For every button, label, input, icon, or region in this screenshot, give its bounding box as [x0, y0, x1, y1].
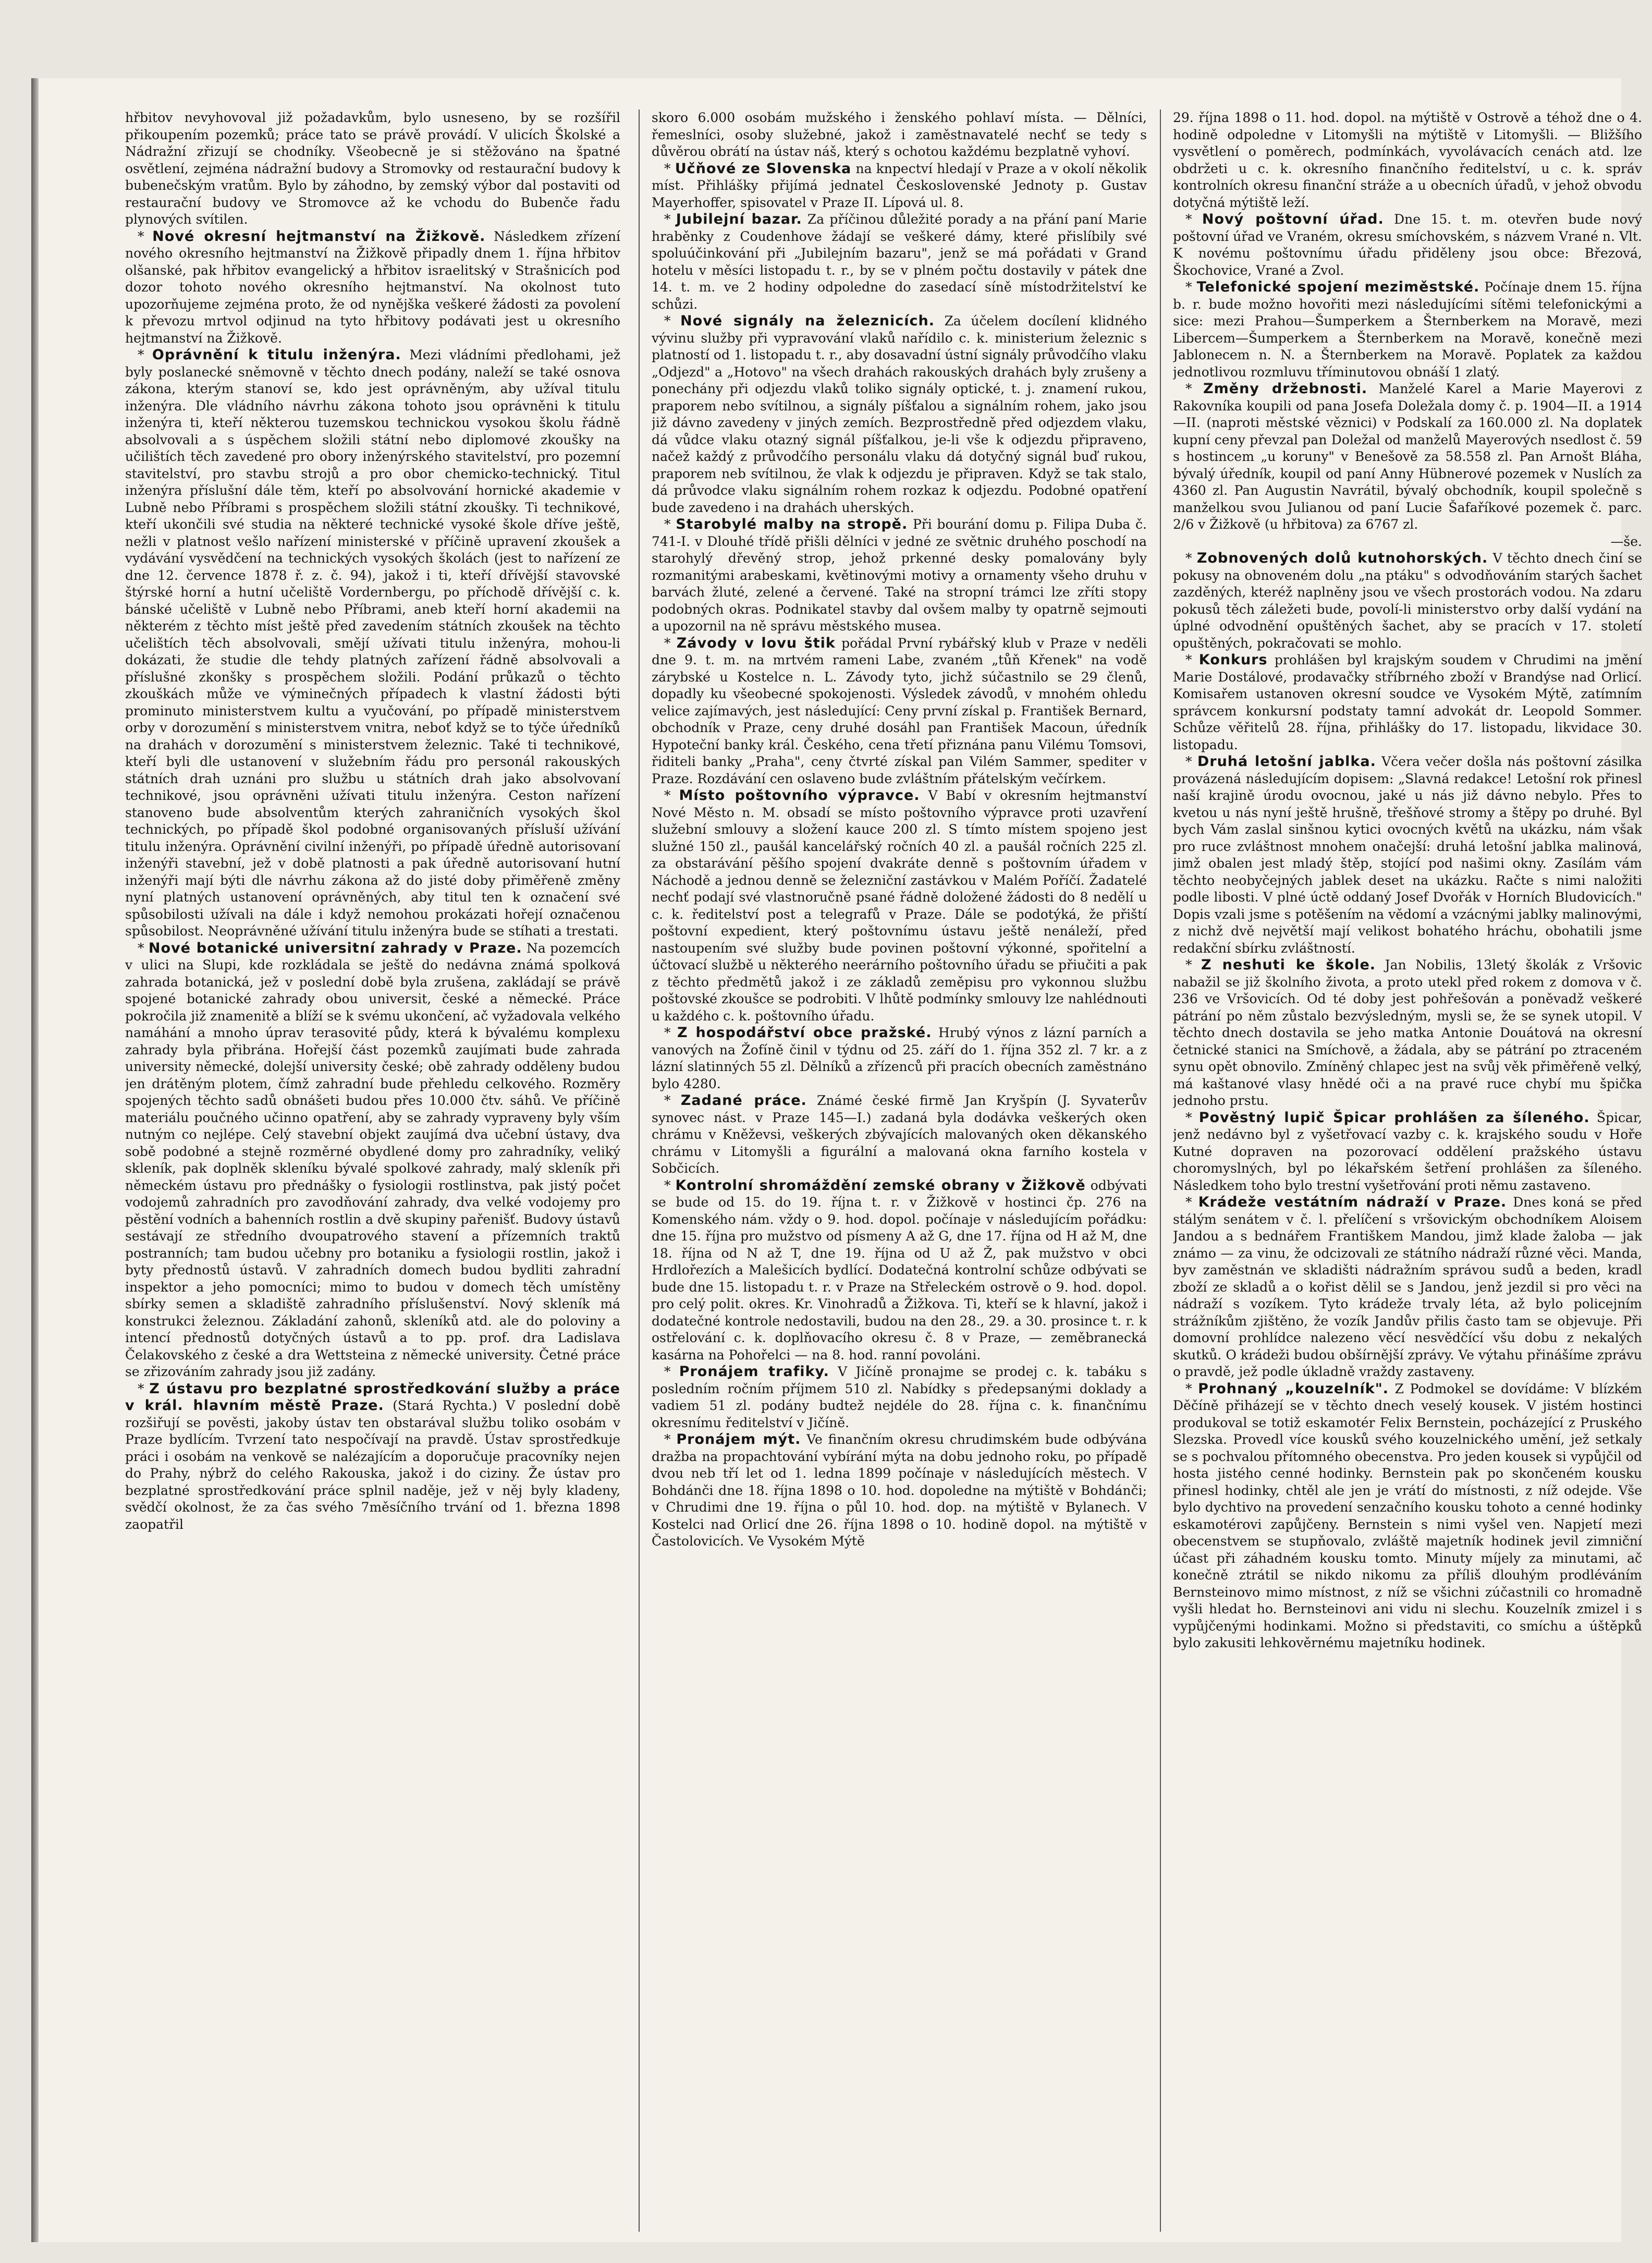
article-text: Manželé Karel a Marie Mayerovi z Rakovníka koupili od pana Josefa Doležala domy č. p. 1904—II. a 1914—II. (naproti městské věznici) v Podskalí za 160.000 zl. Na doplatek kupní ceny převzal pan Doležal od manželů Mayerových nsedlost č. 59 s hostincem „u koruny" v Benešově za 58.558 zl. Pan Arnošt Bláha, bývalý úředník, koupil od paní Anny Hübnerové pozemek v Nuslích za 4360 zl. Pan Augustin Navrátil, bývalý obchodník, koupil společně s manželkou svou Julianou od paní Lucie Šafaříkové pozemek č. parc. 2/6 v Žižkově (u hřbitova) za 6767 zl. — [1173, 381, 1642, 532]
article: * Krádeže vestátním nádraží v Praze. Dnes koná se před stálým senátem v č. l. přelíčení s vršovickým obchodníkem Aloisem Jandou a s bednářem Františkem Mandou, jimž klade žaloba — jak známo — za vinu, že odcizovali ze státního nádraží různé věci. Manda, byv zaměstnán ve skladišti nádražním správou sudů a beden, kradl zboží ze skladů a o kořist dělil se s Jandou, jenž jezdil si pro věci na nádraží s vozíkem. Tyto krádeže trvaly léta, až bylo policejním strážníkům zjištěno, že vozík Jandův přilis často tam se objevuje. Při domovní prohlídce nalezeno věcí nesvědčící všu dobu z nekalých skutků. O krádeži budou obšírnější zprávy. Ve výtahu přinášíme zprávu o pravdě, jež podle úkladně vraždy zastaveny. — [1173, 1194, 1642, 1379]
article-heading: Pověstný lupič Špicar prohlášen za šíleného. — [1198, 1109, 1590, 1126]
article-continuation — [1173, 110, 1642, 211]
article: * Nové signály na železnicích. Za účelem docílení klidného vývinu služby při vypravování vlaků nařídilo c. k. ministerium železnic s platností od 1. listopadu t. r., aby dosavadní ústní signály průvodčího vlaku „Odjezd" a „Hotovo" na všech drahách rakouských drahách byly zrušeny a ponechány při odjezdu vlaků toliko signály optické, t. j. znamení rukou, praporem nebo svítilnou, a signály píšťalou a signálním rohem, jako jsou již dávno zavedeny v jiných zemích. Bezprostředně před odjezdem vlaku, dá vůdce vlaku otazný signál píšťalkou, je-li vše k odjezdu připraveno, načež každý z průvodčího personálu vlaku dá dotyčný signál buď rukou, praporem neb svítilnou, že vlak k odjezdu je připraven. Když se tak stalo, dá průvodce vlaku signálním rohem rozkaz k odjezdu. Podobné opatření bude zavedeno i na drahách uherských. — [652, 313, 1147, 515]
article-text: Na pozemcích v ulici na Slupi, kde rozkládala se ještě do nedávna známá spolková zahrada botanická, jež v poslední době byla zrušena, zakládají se právě spojené botanické zahrady obou universit, české a německé. Práce pokročila již znamenitě a blíží se k svému ukončení, ač vyžadovala velkého namáhání a mnoho úprav terasovité půdy, která k bývalému komplexu zahrady byla přibrána. Hořejší část pozemků zaujímati bude zahrada university německé, dolejší university české; obě zahrady odděleny budou jen drátěným plotem, čímž zahradní bude přehledu celkového. Rozměry spojených těchto sadů obnášeti budou přes 10.000 čtv. sáhů. Ve příčině materiálu poučného učinno opatření, aby se zahrady vypraveny byly vším nutným co nejlépe. Celý stavební objekt zaujímá dva učební ústavy, dva sobě podobné a stejně rozměrné obydlené domy pro zahradníky, veliký skleník, pak doplněk skleníku bývalé spolkové zahrady, malý skleník při německém ústavu pro přednášky o fysiologii rostlinstva, pak jistý počet vodojemů zahradních pro zavodňování zahrady, dva velké vodojemy pro pěstění vodních a bahenních rostlin a dvě skupiny pařenišť. Budovy ústavů sestávají ze středního dvoupatrového stavení a přízemních traktů postranních; tam budou učebny pro botaniku a fysiologii rostlin, jakož i byty přednostů ústavů. V zahradních domech budou bydliti zahradní inspektor a jeho pomocníci; mimo to budou v domech těch umístěny sbírky semen a skladiště zahradního příslušenství. Nový skleník má konstrukci železnou. Základání zahonů, skleníků atd. ale do poloviny a intencí přednostů dotyčných ústavů a to pp. prof. dra Ladislava Čelakovského z české a dra Wettsteina z německé university. Četné práce se zřizováním zahrady jsou již zadány. — [125, 940, 620, 1379]
article-text: Dnes koná se před stálým senátem v č. l. přelíčení s vršovickým obchodníkem Aloisem Jandou a s bednářem Františkem Mandou, jimž klade žaloba — jak známo — za vinu, že odcizovali ze státního nádraží různé věci. Manda, byv zaměstnán ve skladišti nádražním správou sudů a beden, kradl zboží ze skladů a o kořist dělil se s Jandou, jenž jezdil si pro věci na nádraží s vozíkem. Tyto krádeže trvaly léta, až bylo policejním strážníkům zjištěno, že vozík Jandův přilis často tam se objevuje. Při domovní prohlídce nalezeno věcí nesvědčící všu dobu z nekalých skutků. O krádeži budou obšírnější zprávy. Ve výtahu přinášíme zprávu o pravdě, jež podle úkladně vraždy zastaveny. — [1173, 1195, 1642, 1379]
article: * Konkurs prohlášen byl krajským soudem v Chrudimi na jmění Marie Dostálové, prodavačky stříbrného zboží v Brandýse nad Orlicí. Komisařem ustanoven okresní soudce ve Vysokém Mýtě, zatímním správcem konkursní podstaty tamní advokát dr. Leopold Sommer. Schůze věřitelů 28. října, přihlášky do 17. listopadu, likvidace 30. listopadu. — [1173, 652, 1642, 752]
article-heading: Kontrolní shromáždění zemské obrany v Žižkově — [675, 1177, 1086, 1194]
article-heading: Nový poštovní úřad. — [1202, 211, 1384, 227]
article-text: Počínaje dnem 15. října b. r. bude možno hovořiti mezi následujícími sítěmi telefonickými a sice: mezi Prahou—Šumperkem a Šternberkem na Moravě, mezi Libercem—Šumperkem a Šternberkem na Moravě, konečně mezi Jablonecem n. N. a Šternberkem na Moravě. Poplatek za každou jednotlivou rozmluvu tříminutovou obnáší 1 zlatý. — [1173, 279, 1642, 380]
article: * Z neshuti ke škole. Jan Nobilis, 13letý školák z Vršovic nabažil se již školního života, a proto utekl před rokem z domova v č. 236 ve Vršovicích. Od té doby jest pohřešován a poněvadž veškeré pátrání po něm zůstalo bezvýsledným, mysli se, že se synek utopil. V těchto dnech dostavila se jeho matka Antonie Douátová na okresní četnické stanici na Smíchově, a žádala, aby se pátrání po ztraceném synu opět obnovilo. Zmíněný chlapec jest na svůj věk přiměřeně velký, má kaštanové vlasy hnědé oči a na pravé ruce chybí mu špička jednoho prstu. — [1173, 957, 1642, 1108]
article-text: Jan Nobilis, 13letý školák z Vršovic nabažil se již školního života, a proto utekl před rokem z domova v č. 236 ve Vršovicích. Od té doby jest pohřešován a poněvadž veškeré pátrání po něm zůstalo bezvýsledným, mysli se, že se synek utopil. V těchto dnech dostavila se jeho matka Antonie Douátová na okresní četnické stanici na Smíchově, a žádala, aby se pátrání po ztraceném synu opět obnovilo. Zmíněný chlapec jest na svůj věk přiměřeně velký, má kaštanové vlasy hnědé oči a na pravé ruce chybí mu špička jednoho prstu. — [1173, 957, 1642, 1108]
article-text: V těchto dnech činí se pokusy na obnoveném dolu „na ptáku" s odvodňováním starých šachet zazděných, kteréž naplněny jsou ve všech prostorách vodou. Na zdaru pokusů těch záležeti bude, povolí-li ministerstvo orby další vydání na úplné odvodnění opuštěných šachet, aby se pracích v 17. století opuštěných, pokračovati se mohlo. — [1173, 551, 1642, 651]
article: * Nové okresní hejtmanství na Žižkově. Následkem zřízení nového okresního hejtmanství na Žižkově připadly dnem 1. října hřbitov olšanské, pak hřbitov evangelický a hřbitov israelitský v Strašnicích pod dozor tohoto nového okresního hejtmanství. Na okolnost tuto upozorňujeme zejména proto, že od nynějška veškeré žádosti za povolení k převozu mrtvol odjinud na tyto hřbitovy podávati jest u okresního hejtmanství na Žižkově. — [125, 228, 620, 346]
article-heading: Oprávnění k titulu inženýra. — [152, 347, 401, 363]
article: * Kontrolní shromáždění zemské obrany v Žižkově odbývati se bude od 15. do 19. října t. r. v Žižkově v hostinci čp. 276 na Komenského nám. vždy o 9. hod. dopol. počínaje v následujícím pořádku: dne 15. října pro mužstvo od písmeny A až G, dne 17. října od H až M, dne 18. října od N až T, dne 19. října od U až Ž, pak mužstvo v obci Hrdlořezích a Malešicích bydlící. Dodatečná kontrolní schůze odbývati se bude dne 15. listopadu t. r. v Praze na Střeleckém ostrově o 9. hod. dopol. pro celý polit. okres. Kr. Vinohradů a Žižkova. Ti, kteří se k hlavní, jakož i dodatečné kontrole nedostavili, budou na den 28., 29. a 30. prosince t. r. k ostřelování c. k. doplňovacího okresu č. 8 v Praze, — zeměbranecká kasárna na Pohořelci — na 8. hod. ranní povoláni. — [652, 1177, 1147, 1362]
article-text: (Stará Rychta.) V poslední době rozšiřují se pověsti, jakoby ústav ten obstarával službu toliko osobám v Praze bydlícím. Tvrzení tato nespočívají na pravdě. Ústav sprostředkuje práci i osobám na venkově se nalézajícím a doporučuje pracovníky nejen do Prahy, nýbrž do celého Rakouska, jakož i do ciziny. Že ústav pro bezplatné sprostředkování práce splnil naděje, jež v něj byly kladeny, svědčí okolnost, že za čas svého 7měsíčního trvání od 1. března 1898 zaopatřil — [125, 1398, 620, 1532]
article-text: pořádal První rybářský klub v Praze v neděli dne 9. t. m. na mrtvém rameni Labe, zvaném „tůň Křenek" na vodě zárybské u Kostelce n. L. Závody tyto, jichž súčastnilo se 29 členů, dopadly ku všeobecné spokojenosti. Výsledek závodů, v mnohém ohledu velice zajímavých, jest následující: Ceny první získal p. František Bernard, obchodník v Praze, ceny druhé dosáhl pan František Macoun, úředník Hypoteční banky král. Českého, cena třetí přiznána panu Vilému Tomsovi, řiditeli banky „Praha", ceny čtvrté získal pan Vilém Sammer, spediter v Praze. Rozdávání cen oslaveno bude zvláštním přátelským večírkem. — [652, 635, 1147, 786]
article: * Změny držebnosti. Manželé Karel a Marie Mayerovi z Rakovníka koupili od pana Josefa Doležala domy č. p. 1904—II. a 1914—II. (naproti městské věznici) v Podskalí za 160.000 zl. Na doplatek kupní ceny převzal pan Doležal od manželů Mayerových nsedlost č. 59 s hostincem „u koruny" v Benešově za 58.558 zl. Pan Arnošt Bláha, bývalý úředník, koupil od paní Anny Hübnerové pozemek v Nuslích za 4360 zl. Pan Augustin Navrátil, bývalý obchodník, koupil společně s manželkou svou Julianou od paní Lucie Šafaříkové pozemek č. parc. 2/6 v Žižkově (u hřbitova) za 6767 zl. —še. — [1173, 381, 1642, 550]
article-text: hřbitov nevyhovoval již požadavkům, bylo usneseno, by se rozšířil přikoupením pozemků; práce tato se právě provádí. V ulicích Školské a Nádražní zřizují se chodníky. Všeobecně je si stěžováno na špatné osvětlení, zejména nádražní budovy a Stromovky od restaurační budovy k bubenečským vratům. Bylo by záhodno, by zemský výbor dal postaviti od restaurační budovy ve Stromovce až ke vchodu do Bubenče řadu plynových svítilen. — [125, 110, 620, 227]
article-heading: Nové botanické universitní zahrady v Praze. — [148, 940, 522, 956]
article: * Jubilejní bazar. Za příčinou důležité porady a na přání paní Marie hraběnky z Coudenhove žádají se veškeré dámy, které přislíbily své spoluúčinkování při „Jubilejním bazaru", jenž se má pořádati v Grand hotelu v měsíci listopadu t. r., by se v plném počtu dostavily v pátek dne 14. t. m. ve 2 hodiny odpoledne do zasedací síně místodržitelství ke schůzi. — [652, 211, 1147, 312]
article-heading: Nové okresní hejtmanství na Žižkově. — [152, 228, 486, 245]
page-edge-shadow — [31, 78, 39, 2242]
article-heading: Telefonické spojení meziměstské. — [1196, 279, 1480, 295]
article-text: Následkem zřízení nového okresního hejtmanství na Žižkově připadly dnem 1. října hřbitov olšanské, pak hřbitov evangelický a hřbitov israelitský v Strašnicích pod dozor tohoto nového okresního hejtmanství. Na okolnost tuto upozorňujeme zejména proto, že od nynějška veškeré žádosti za povolení k převozu mrtvol odjinud na tyto hřbitovy podávati jest u okresního hejtmanství na Žižkově. — [125, 228, 620, 346]
article-heading: Konkurs — [1198, 652, 1268, 668]
article-heading: Z neshuti ke škole. — [1201, 957, 1376, 973]
article-heading: Pronájem trafiky. — [679, 1364, 829, 1380]
article-text: odbývati se bude od 15. do 19. října t. r. v Žižkově v hostinci čp. 276 na Komenského nám. vždy o 9. hod. dopol. počínaje v následujícím pořádku: dne 15. října pro mužstvo od písmeny A až G, dne 17. října od H až M, dne 18. října od N až T, dne 19. října od U až Ž, pak mužstvo v obci Hrdlořezích a Malešicích bydlící. Dodatečná kontrolní schůze odbývati se bude dne 15. listopadu t. r. v Praze na Střeleckém ostrově o 9. hod. dopol. pro celý polit. okres. Kr. Vinohradů a Žižkova. Ti, kteří se k hlavní, jakož i dodatečné kontrole nedostavili, budou na den 28., 29. a 30. prosince t. r. k ostřelování c. k. doplňovacího okresu č. 8 v Praze, — zeměbranecká kasárna na Pohořelci — na 8. hod. ranní povoláni. — [652, 1177, 1147, 1362]
newspaper-page — [31, 78, 1642, 2242]
article-text: Mezi vládními předlohami, jež byly poslanecké sněmovně v těchto dnech podány, naleží se také osnova zákona, kterým stanoví se, kdo jest oprávněným, aby užíval titulu inženýra. Dle vládního návrhu zákona tohoto jsou oprávněni k titulu inženýra ti, kteří některou tuzemskou technickou vysokou školu řádně absolvovali a s úspěchem složili státní nebo diplomové zkoušky na učilištích těch zavedené pro obory inženýrského stavitelství, pro pozemní stavitelství, pro stavbu strojů a pro obor chemicko-technický. Titul inženýra příslušní dále těm, kteří po absolvování hornické akademie v Lubně nebo Příbrami s prospěchem složili státní zkoušky. Ti technikové, kteří ukončili své studia na některé technické vysoké škole dříve ještě, nežli v platnost vešlo nařízení ministerské v příčině upravení zkoušek a vydávání vysvědčení na technických vysokých školách (jest to nařízení ze dne 12. července 1878 ř. z. č. 94), jakož i ti, kteří dřívější stavovské štýrské horní a hutní učeliště Vordernbergu, po příchodě dřívější c. k. bánské učeliště v Lubně nebo Příbrami, aneb kteří horní akademii na některém z těchto míst ještě před zavedením státních zkoušek na těchto učelištích těch absolvovali, smějí užívati titulu inženýra, mohou-li dokázati, že studie dle tehdy platných zařízení řádně absolvovali a příslušné zkonšky s prospěchem složili. Podání průkazů o těchto zkouškách může ve výminečných případech k vlastní žádosti býti prominuto ministerstvem kultu a vyučování, po případě ministerstvem orby v dorozumění s ministerstvem vnitra, neboť když se to týče úředníků na drahách v dorozumění s ministerstvem železnic. Také ti technikové, kteří byli dle ustanovení v služebním řádu pro personál rakouských státních drah uznáni pro službu u státních drah jako absolvovaní technikové, jsou oprávněni užívati titulu inženýra. Ceston nařízení stanoveno bude absolventům kterých zahraničních vysokých škol technických, po případě škol podobné organisovaných přísluší užívání titulu inženýra. Oprávnění civilní inženýři, po případě úředně autorisovaní inženýři stavební, jež v době platnosti a pak úředně autorisovaní hutní inženýři mají býti dle návrhu zákona až do jisté doby přiměřeně změny nyní platných ustanovení oprávněných, aby titul ten k označení své spůsobilosti užívali na dále i když nemohou prokázati hořejí označenou spůsobilost. Neoprávněné užívání titulu inženýra bude se stíhati a trestati. — [125, 347, 620, 939]
article-signature: —še. — [1610, 533, 1642, 549]
article-continuation — [652, 110, 1147, 161]
article-text: Hrubý výnos z lázní parních a vanových na Žofíně činil v týdnu od 25. září do 1. října 352 zl. 7 kr. a z lázní slatinných 55 zl. Dělníků a zřízenců při pracích obecních zaměstnáno bylo 4280. — [652, 1025, 1147, 1091]
article: * Druhá letošní jablka. Včera večer došla nás poštovní zásilka provázená následujícím dopisem: „Slavná redakce! Letošní rok přinesl naší krajině úrodu ovocnou, jaké u nás již dávno nebylo. Přes to kvetou u nás nyní ještě hrušně, třešňové stromy a štěpy po druhé. Byl bych Vám zaslal sinšnou kytici ovocných květů na ukázku, nám však pro ruce zvláštnost mnohem onačejší: druhá letošní jablka malinová, jimž obalen jest mladý štěp, stojící pod našimi okny. Zasílám vám těchto neobyčejných jablek deset na ukázku. Račte s nimi naložiti podle libosti. V plné úctě oddaný Josef Dvořák v Horních Bludovicích." Dopis vzali jsme s potěšením na vědomí a vzácnými jablky malinovými, z nichž dvě největší mají velikost bohatého hráchu, obohatili jsme redakční sbírku zvláštností. — [1173, 753, 1642, 956]
article-heading: Místo poštovního výpravce. — [679, 787, 920, 804]
article: * Prohnaný „kouzelník". Z Podmokel se dovídáme: V blízkém Děčíně přiházejí se v těchto dnech veselý kousek. V jistém hostinci produkoval se totiž eskamotér Felix Bernstein, pocházející z Pruského Slezska. Provedl více kousků svého kouzelnického umění, jež setkaly se s pochvalou přítomného obecenstva. Pro jeden kousek si vypůjčil od hosta jistého cenné hodinky. Bernstein pak po skončeném kousku přinesl hodinky, chtěl ale jen je vrátí do místnosti, z níž odejde. Vše bylo dychtivo na provedení senzačního kousku tohoto a cenné hodinky eskamotérovi zapůjčeny. Bernstein s nimi vyšel ven. Napjetí mezi obecenstvem se stupňovalo, zvláště majetník hodinek jevil zimniční účast při záhadném kousku tomto. Minuty míjely za minutami, ač konečně ztrátil se nikdo nikomu za příliš dlouhým prodléváním Bernsteinovo mimo místnost, z níž se všichni zúčastnili co hromadně vyšli hledat ho. Bernsteinovi ani vidu ni slechu. Kouzelník zmizel i s vypůjčenými hodinkami. Možno si představiti, co smíchu a úštěpků bylo zakusiti lehkověrnému majetníku hodinek. — [1173, 1380, 1642, 1650]
article-heading: Z ústavu pro bezplatné sprostředkování služby a práce v král. hlavním městě Praze. — [125, 1380, 620, 1414]
column-divider — [639, 110, 640, 2232]
article: * Pověstný lupič Špicar prohlášen za šíleného. Špicar, jenž nedávno byl z vyšetřovací vazby c. k. krajského soudu v Hoře Kutné dopraven na pozorovací oddělení pražského ústavu choromyslných, byl po lékařském šetření prohlášen za šíleného. Následkem toho bylo trestní vyšetřování proti němu zastaveno. — [1173, 1109, 1642, 1193]
article-heading: Druhá letošní jablka. — [1197, 753, 1376, 770]
article-text: Dne 15. t. m. otevřen bude nový poštovní úřad ve Vraném, okresu smíchovském, s názvem Vrané n. Vlt. K novému poštovnímu úřadu přiděleny jsou obce: Březová, Škochovice, Vrané a Zvol. — [1173, 212, 1642, 278]
article-text: V Babí v okresním hejtmanství Nové Město n. M. obsadí se místo poštovního výpravce proti uzavření služební smlouvy a složení kauce 200 zl. S tímto místem spojeno jest služné 150 zl., paušál kancelářský ročních 40 zl. a paušál ročních 225 zl. za obstarávání pěšího spojení dvakráte denně s poštovním úřadem v Náchodě a jednou denně se železniční zastávkou v Malém Poříčí. Žadatelé nechť podají své vlastnoručně psané řádně doložené žádosti do 8 nedělí u c. k. ředitelství post a telegrafů v Praze. Dále se podotýká, že přiští poštovní expedient, který poštovnímu ústavu ještě nenáleží, před nastoupením své služby bude povinen poštovní výkonné, spořitelní a účtovací službě u některého neerárního poštovního úřadu se přiučiti a pak z těchto předmětů jakož i ze základů zeměpisu pro vykonnou službu poštovské zkoušce se podrobiti. V lhůtě podmínky smlouvy lze nahlédnouti u každého c. k. poštovního úřadu. — [652, 788, 1147, 1024]
column-divider — [1160, 110, 1161, 2232]
article-text: Ve finančním okresu chrudimském bude odbývána dražba na propachtování vybírání mýta na dobu jednoho roku, po případě dvou neb tří let od 1. ledna 1899 počínaje v následujících městech. V Bohdánči dne 18. října 1898 o 10. hod. dopoledne na mýtiště v Bohdánči; v Chrudimi dne 19. října o půl 10. hod. dop. na mýtiště v Bylanech. V Kostelci nad Orlicí dne 26. října 1898 o 10. hodině dopol. na mýtiště v Častolovicích. Ve Vysokém Mýtě — [652, 1432, 1147, 1549]
article-text: Za účelem docílení klidného vývinu služby při vypravování vlaků nařídilo c. k. ministerium železnic s platností od 1. listopadu t. r., aby dosavadní ústní signály průvodčího vlaku „Odjezd" a „Hotovo" na všech drahách rakouských drahách byly zrušeny a ponechány při odjezdu vlaků toliko signály optické, t. j. znamení rukou, praporem nebo svítilnou, a signály píšťalou a signálním rohem, jako jsou již dávno zavedeny v jiných zemích. Bezprostředně před odjezdem vlaku, dá vůdce vlaku otazný signál píšťalkou, je-li vše k odjezdu připraveno, načež každý z průvodčího personálu vlaku dá dotyčný signál buď rukou, praporem neb svítilnou, že vlak k odjezdu je připraven. Když se tak stalo, dá průvodce vlaku signálním rohem rozkaz k odjezdu. Podobné opatření bude zavedeno i na drahách uherských. — [652, 313, 1147, 515]
article: * Starobylé malby na stropě. Při bourání domu p. Filipa Duba č. 741-I. v Dlouhé třídě přišli dělníci v jedné ze světnic druhého poschodí na starohylý dřevěný strop, jehož prkenné desky pomalovány byly rozmanitými arabeskami, květinovými motivy a ornamenty všeho druhu v barvách žluté, zelené a červené. Také na stropní trámci lze zříti stopy podobných okras. Podnikatel stavby dal ovšem malby ty opatrně sejmouti a upozornil na ně správu městského musea. — [652, 516, 1147, 634]
column-3 — [1173, 110, 1642, 2232]
article-text: Z Podmokel se dovídáme: V blízkém Děčíně přiházejí se v těchto dnech veselý kousek. V jistém hostinci produkoval se totiž eskamotér Felix Bernstein, pocházející z Pruského Slezska. Provedl více kousků svého kouzelnického umění, jež setkaly se s pochvalou přítomného obecenstva. Pro jeden kousek si vypůjčil od hosta jistého cenné hodinky. Bernstein pak po skončeném kousku přinesl hodinky, chtěl ale jen je vrátí do místnosti, z níž odejde. Vše bylo dychtivo na provedení senzačního kousku tohoto a cenné hodinky eskamotérovi zapůjčeny. Bernstein s nimi vyšel ven. Napjetí mezi obecenstvem se stupňovalo, zvláště majetník hodinek jevil zimniční účast při záhadném kousku tomto. Minuty míjely za minutami, ač konečně ztrátil se nikdo nikomu za příliš dlouhým prodléváním Bernsteinovo mimo místnost, z níž se všichni zúčastnili co hromadně vyšli hledat ho. Bernsteinovi ani vidu ni slechu. Kouzelník zmizel i s vypůjčenými hodinkami. Možno si představiti, co smíchu a úštěpků bylo zakusiti lehkověrnému majetníku hodinek. — [1173, 1381, 1642, 1650]
article-text: na knpectví hledají v Praze a v okolí několik míst. Přihlášky přijímá jednatel Československé Jednoty p. Gustav Mayerhoffer, spisovatel v Praze II. Lípová ul. 8. — [652, 161, 1147, 210]
article-heading: Zadané práce. — [680, 1092, 807, 1109]
article: * Závody v lovu štik pořádal První rybářský klub v Praze v neděli dne 9. t. m. na mrtvém rameni Labe, zvaném „tůň Křenek" na vodě zárybské u Kostelce n. L. Závody tyto, jichž súčastnilo se 29 členů, dopadly ku všeobecné spokojenosti. Výsledek závodů, v mnohém ohledu velice zajímavých, jest následující: Ceny první získal p. František Bernard, obchodník v Praze, ceny druhé dosáhl pan František Macoun, úředník Hypoteční banky král. Českého, cena třetí přiznána panu Vilému Tomsovi, řiditeli banky „Praha", ceny čtvrté získal pan Vilém Sammer, spediter v Praze. Rozdávání cen oslaveno bude zvláštním přátelským večírkem. — [652, 635, 1147, 786]
column-1 — [125, 110, 620, 2232]
article: * Zadané práce. Známé české firmě Jan Kryšpín (J. Syvaterův synovec nást. v Praze 145—I.) zadaná byla dodávka veškerých oken chrámu v Kněževsi, veškerých zbývajících malovaných oken děkanského chrámu v Litomyšli a figurální a malovaná okna farního kostela v Sobčicích. — [652, 1092, 1147, 1176]
column-2 — [652, 110, 1147, 2232]
article-text: 29. října 1898 o 11. hod. dopol. na mýtiště v Ostrově a téhož dne o 4. hodině odpoledne v Litomyšli na mýtiště v Litomyšli. — Bližšího vysvětlení o poměrech, podmínkách, vyvolávacích cenách atd. lze obdržeti u c. k. okresního finančního ředitelství, u c. k. správ kontrolních okresu finanční stráže a u obecních úřadů, v jehož obvodu dotyčná mýtiště leží. — [1173, 110, 1642, 210]
article: * Pronájem mýt. Ve finančním okresu chrudimském bude odbývána dražba na propachtování vybírání mýta na dobu jednoho roku, po případě dvou neb tří let od 1. ledna 1899 počínaje v následujících městech. V Bohdánči dne 18. října 1898 o 10. hod. dopoledne na mýtiště v Bohdánči; v Chrudimi dne 19. října o půl 10. hod. dop. na mýtiště v Bylanech. V Kostelci nad Orlicí dne 26. října 1898 o 10. hodině dopol. na mýtiště v Častolovicích. Ve Vysokém Mýtě — [652, 1431, 1147, 1549]
article: * Zobnovených dolů kutnohorských. V těchto dnech činí se pokusy na obnoveném dolu „na ptáku" s odvodňováním starých šachet zazděných, kteréž naplněny jsou ve všech prostorách vodou. Na zdaru pokusů těch záležeti bude, povolí-li ministerstvo orby další vydání na úplné odvodnění opuštěných šachet, aby se pracích v 17. století opuštěných, pokračovati se mohlo. — [1173, 550, 1642, 651]
article: * Pronájem trafiky. V Jičíně pronajme se prodej c. k. tabáku s posledním ročním příjmem 510 zl. Nabídky s předepsanými doklady a vadiem 51 zl. podány budtež nejdéle do 28. října c. k. finančnímu okresnímu ředitelství v Jičíně. — [652, 1364, 1147, 1430]
article-heading: Starobylé malby na stropě. — [676, 516, 908, 532]
article: * Nové botanické universitní zahrady v Praze. Na pozemcích v ulici na Slupi, kde rozkládala se ještě do nedávna známá spolková zahrada botanická, jež v poslední době byla zrušena, zakládají se právě spojené botanické zahrady obou universit, české a německé. Práce pokročila již znamenitě a blíží se k svému ukončení, ač vyžadovala velkého namáhání a mnoho úprav terasovité půdy, která k bývalému komplexu zahrady byla přibrána. Hořejší část pozemků zaujímati bude zahrada university německé, dolejší university české; obě zahrady odděleny budou jen drátěným plotem, čímž zahradní bude přehledu celkového. Rozměry spojených těchto sadů obnášeti budou přes 10.000 čtv. sáhů. Ve příčině materiálu poučného učinno opatření, aby se zahrady vypraveny byly vším nutným co nejlépe. Celý stavební objekt zaujímá dva učební ústavy, dva sobě podobné a stejně rozměrné obydlené domy pro zahradníky, veliký skleník, pak doplněk skleníku bývalé spolkové zahrady, malý skleník při německém ústavu pro přednášky o fysiologii rostlinstva, pak jistý počet vodojemů zahradních pro zavodňování zahrady, dva velké vodojemy pro pěstění vodních a bahenních rostlin a dvě skupiny pařenišť. Budovy ústavů sestávají ze středního dvoupatrového stavení a přízemních traktů postranních; tam budou učebny pro botaniku a fysiologii rostlin, jakož i byty přednostů ústavů. V zahradních domech budou bydliti zahradní inspektor a jeho pomocníci; mimo to budou v domech těch umístěny sbírky semen a skladiště zahradního příslušenství. Nový skleník má konstrukci železnou. Základání zahonů, skleníků atd. ale do poloviny a intencí přednostů dotyčných ústavů a to pp. prof. dra Ladislava Čelakovského z české a dra Wettsteina z německé university. Četné práce se zřizováním zahrady jsou již zadány. — [125, 940, 620, 1379]
article: * Učňové ze Slovenska na knpectví hledají v Praze a v okolí několik míst. Přihlášky přijímá jednatel Československé Jednoty p. Gustav Mayerhoffer, spisovatel v Praze II. Lípová ul. 8. — [652, 160, 1147, 210]
article-heading: Změny držebnosti. — [1203, 381, 1368, 397]
article: * Telefonické spojení meziměstské. Počínaje dnem 15. října b. r. bude možno hovořiti mezi následujícími sítěmi telefonickými a sice: mezi Prahou—Šumperkem a Šternberkem na Moravě, mezi Libercem—Šumperkem a Šternberkem na Moravě, konečně mezi Jablonecem n. N. a Šternberkem na Moravě. Poplatek za každou jednotlivou rozmluvu tříminutovou obnáší 1 zlatý. — [1173, 279, 1642, 380]
article-text: Známé české firmě Jan Kryšpín (J. Syvaterův synovec nást. v Praze 145—I.) zadaná byla dodávka veškerých oken chrámu v Kněževsi, veškerých zbývajících malovaných oken děkanského chrámu v Litomyšli a figurální a malovaná okna farního kostela v Sobčicích. — [652, 1093, 1147, 1176]
article-text: Včera večer došla nás poštovní zásilka provázená následujícím dopisem: „Slavná redakce! Letošní rok přinesl naší krajině úrodu ovocnou, jaké u nás již dávno nebylo. Přes to kvetou u nás nyní ještě hrušně, třešňové stromy a štěpy po druhé. Byl bych Vám zaslal sinšnou kytici ovocných květů na ukázku, nám však pro ruce zvláštnost mnohem onačejší: druhá letošní jablka malinová, jimž obalen jest mladý štěp, stojící pod našimi okny. Zasílám vám těchto neobyčejných jablek deset na ukázku. Račte s nimi naložiti podle libosti. V plné úctě oddaný Josef Dvořák v Horních Bludovicích." Dopis vzali jsme s potěšením na vědomí a vzácnými jablky malinovými, z nichž dvě největší mají velikost bohatého hráchu, obohatili jsme redakční sbírku zvláštností. — [1173, 754, 1642, 956]
article-text: V Jičíně pronajme se prodej c. k. tabáku s posledním ročním příjmem 510 zl. Nabídky s předepsanými doklady a vadiem 51 zl. podány budtež nejdéle do 28. října c. k. finančnímu okresnímu ředitelství v Jičíně. — [652, 1364, 1147, 1430]
article-heading: Prohnaný „kouzelník". — [1198, 1380, 1389, 1397]
article-text: skoro 6.000 osobám mužského i ženského pohlaví místa. — Dělníci, řemeslníci, osoby služebné, jakož i zaměstnavatelé nechť se tedy s důvěrou obrátí na ústav náš, který s ochotou každému bezplatně vyhoví. — [652, 110, 1147, 159]
article: * Z hospodářství obce pražské. Hrubý výnos z lázní parních a vanových na Žofíně činil v týdnu od 25. září do 1. října 352 zl. 7 kr. a z lázní slatinných 55 zl. Dělníků a zřízenců při pracích obecních zaměstnáno bylo 4280. — [652, 1025, 1147, 1091]
article-heading: Učňové ze Slovenska — [675, 160, 852, 177]
article-text: prohlášen byl krajským soudem v Chrudimi na jmění Marie Dostálové, prodavačky stříbrného zboží v Brandýse nad Orlicí. Komisařem ustanoven okresní soudce ve Vysokém Mýtě, zatímním správcem konkursní podstaty tamní advokát dr. Leopold Sommer. Schůze věřitelů 28. října, přihlášky do 17. listopadu, likvidace 30. listopadu. — [1173, 652, 1642, 752]
article-text: Za příčinou důležité porady a na přání paní Marie hraběnky z Coudenhove žádají se veškeré dámy, které přislíbily své spoluúčinkování při „Jubilejním bazaru", jenž se má pořádati v Grand hotelu v měsíci listopadu t. r., by se v plném počtu dostavily v pátek dne 14. t. m. ve 2 hodiny odpoledne do zasedací síně místodržitelství ke schůzi. — [652, 212, 1147, 312]
article: * Nový poštovní úřad. Dne 15. t. m. otevřen bude nový poštovní úřad ve Vraném, okresu smíchovském, s názvem Vrané n. Vlt. K novému poštovnímu úřadu přiděleny jsou obce: Březová, Škochovice, Vrané a Zvol. — [1173, 211, 1642, 278]
article-heading: Pronájem mýt. — [676, 1431, 801, 1447]
article-text: Při bourání domu p. Filipa Duba č. 741-I. v Dlouhé třídě přišli dělníci v jedné ze světnic druhého poschodí na starohylý dřevěný strop, jehož prkenné desky pomalovány byly rozmanitými arabeskami, květinovými motivy a ornamenty všeho druhu v barvách žluté, zelené a červené. Také na stropní trámci lze zříti stopy podobných okras. Podnikatel stavby dal ovšem malby ty opatrně sejmouti a upozornil na ně správu městského musea. — [652, 517, 1147, 634]
article-heading: Zobnovených dolů kutnohorských. — [1196, 550, 1488, 566]
article-heading: Nové signály na železnicích. — [680, 313, 935, 329]
article: * Z ústavu pro bezplatné sprostředkování služby a práce v král. hlavním městě Praze. (Stará Rychta.) V poslední době rozšiřují se pověsti, jakoby ústav ten obstarával službu toliko osobám v Praze bydlícím. Tvrzení tato nespočívají na pravdě. Ústav sprostředkuje práci i osobám na venkově se nalézajícím a doporučuje pracovníky nejen do Prahy, nýbrž do celého Rakouska, jakož i do ciziny. Že ústav pro bezplatné sprostředkování práce splnil naděje, jež v něj byly kladeny, svědčí okolnost, že za čas svého 7měsíčního trvání od 1. března 1898 zaopatřil — [125, 1380, 620, 1532]
article-text: Špicar, jenž nedávno byl z vyšetřovací vazby c. k. krajského soudu v Hoře Kutné dopraven na pozorovací oddělení pražského ústavu choromyslných, byl po lékařském šetření prohlášen za šíleného. Následkem toho bylo trestní vyšetřování proti němu zastaveno. — [1173, 1110, 1642, 1193]
article-heading: Jubilejní bazar. — [676, 211, 802, 227]
article-heading: Závody v lovu štik — [676, 635, 836, 651]
article: * Místo poštovního výpravce. V Babí v okresním hejtmanství Nové Město n. M. obsadí se místo poštovního výpravce proti uzavření služební smlouvy a složení kauce 200 zl. S tímto místem spojeno jest služné 150 zl., paušál kancelářský ročních 40 zl. a paušál ročních 225 zl. za obstarávání pěšího spojení dvakráte denně s poštovním úřadem v Náchodě a jednou denně se železniční zastávkou v Malém Poříčí. Žadatelé nechť podají své vlastnoručně psané řádně doložené žádosti do 8 nedělí u c. k. ředitelství post a telegrafů v Praze. Dále se podotýká, že přiští poštovní expedient, který poštovnímu ústavu ještě nenáleží, před nastoupením své služby bude povinen poštovní výkonné, spořitelní a účtovací službě u některého neerárního poštovního úřadu se přiučiti a pak z těchto předmětů jakož i ze základů zeměpisu pro vykonnou službu poštovské zkoušce se podrobiti. V lhůtě podmínky smlouvy lze nahlédnouti u každého c. k. poštovního úřadu. — [652, 787, 1147, 1024]
article-continuation — [125, 110, 620, 228]
article-heading: Z hospodářství obce pražské. — [677, 1025, 932, 1041]
article: * Oprávnění k titulu inženýra. Mezi vládními předlohami, jež byly poslanecké sněmovně v těchto dnech podány, naleží se také osnova zákona, kterým stanoví se, kdo jest oprávněným, aby užíval titulu inženýra. Dle vládního návrhu zákona tohoto jsou oprávněni k titulu inženýra ti, kteří některou tuzemskou technickou vysokou školu řádně absolvovali a s úspěchem složili státní nebo diplomové zkoušky na učilištích těch zavedené pro obory inženýrského stavitelství, pro pozemní stavitelství, pro stavbu strojů a pro obor chemicko-technický. Titul inženýra příslušní dále těm, kteří po absolvování hornické akademie v Lubně nebo Příbrami s prospěchem složili státní zkoušky. Ti technikové, kteří ukončili své studia na některé technické vysoké škole dříve ještě, nežli v platnost vešlo nařízení ministerské v příčině upravení zkoušek a vydávání vysvědčení na technických vysokých školách (jest to nařízení ze dne 12. července 1878 ř. z. č. 94), jakož i ti, kteří dřívější stavovské štýrské horní a hutní učeliště Vordernbergu, po příchodě dřívější c. k. bánské učeliště v Lubně nebo Příbrami, aneb kteří horní akademii na některém z těchto míst ještě před zavedením státních zkoušek na těchto učelištích těch absolvovali, smějí užívati titulu inženýra, mohou-li dokázati, že studie dle tehdy platných zařízení řádně absolvovali a příslušné zkonšky s prospěchem složili. Podání průkazů o těchto zkouškách může ve výminečných případech k vlastní žádosti býti prominuto ministerstvem kultu a vyučování, po případě ministerstvem orby v dorozumění s ministerstvem vnitra, neboť když se to týče úředníků na drahách v dorozumění s ministerstvem železnic. Také ti technikové, kteří byli dle ustanovení v služebním řádu pro personál rakouských státních drah uznáni pro službu u státních drah jako absolvovaní technikové, jsou oprávněni užívati titulu inženýra. Ceston nařízení stanoveno bude absolventům kterých zahraničních vysokých škol technických, po případě škol podobné organisovaných přísluší užívání titulu inženýra. Oprávnění civilní inženýři, po případě úředně autorisovaní inženýři stavební, jež v době platnosti a pak úředně autorisovaní hutní inženýři mají býti dle návrhu zákona až do jisté doby přiměřeně změny nyní platných ustanovení oprávněných, aby titul ten k označení své spůsobilosti užívali na dále i když nemohou prokázati hořejí označenou spůsobilost. Neoprávněné užívání titulu inženýra bude se stíhati a trestati. — [125, 347, 620, 939]
article-heading: Krádeže vestátním nádraží v Praze. — [1198, 1194, 1507, 1210]
